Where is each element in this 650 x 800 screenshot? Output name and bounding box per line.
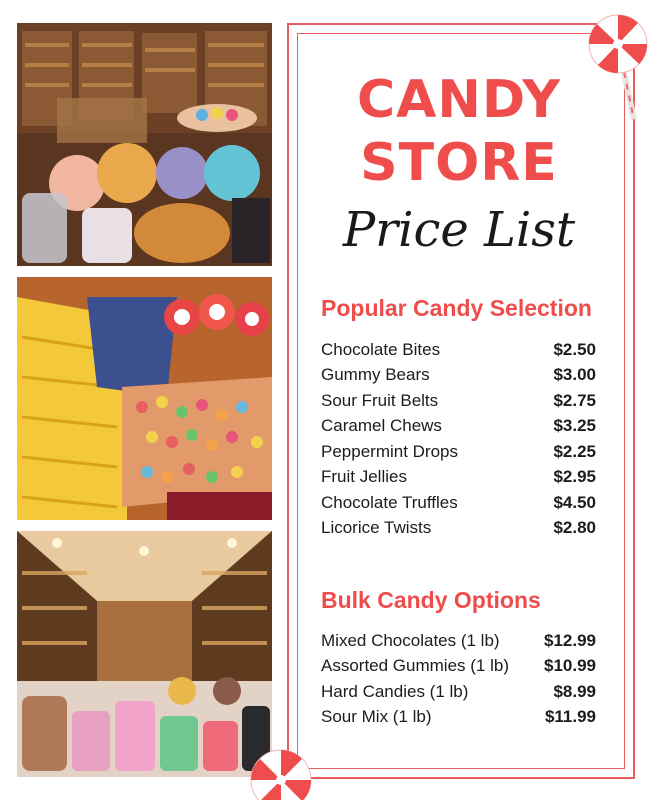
list-item xyxy=(321,439,596,465)
item-price: $3.00 xyxy=(553,365,596,385)
item-price: $12.99 xyxy=(544,630,596,650)
item-name: Sour Mix (1 lb) xyxy=(321,707,432,727)
item-name: Assorted Gummies (1 lb) xyxy=(321,656,509,676)
list-item xyxy=(321,414,596,440)
item-price: $4.50 xyxy=(553,492,596,512)
item-price: $8.99 xyxy=(553,681,596,701)
candy-aisle-photo xyxy=(17,531,272,777)
list-item xyxy=(321,363,596,389)
subtitle: Price List xyxy=(342,202,576,258)
item-price: $2.80 xyxy=(553,518,596,538)
list-item xyxy=(321,388,596,414)
list-item xyxy=(321,490,596,516)
popular-candy-list xyxy=(321,337,596,541)
item-name: Chocolate Bites xyxy=(321,339,441,359)
list-item xyxy=(321,628,596,654)
item-price: $2.95 xyxy=(553,467,596,487)
item-name: Gummy Bears xyxy=(321,365,430,385)
title-line-2: STORE xyxy=(360,133,558,193)
list-item xyxy=(321,679,596,705)
item-price: $2.75 xyxy=(553,390,596,410)
candy-shop-interior-photo xyxy=(17,23,272,266)
candy-bins-photo xyxy=(17,277,272,520)
item-price: $2.50 xyxy=(553,339,596,359)
item-price: $11.99 xyxy=(544,707,596,727)
list-item xyxy=(321,337,596,363)
item-name: Licorice Twists xyxy=(321,518,432,538)
peppermint-candy-icon xyxy=(249,748,313,800)
item-name: Peppermint Drops xyxy=(321,441,459,461)
item-price: $3.25 xyxy=(553,416,596,436)
title-line-1: CANDY xyxy=(357,70,561,130)
section-title-bulk: Bulk Candy Options xyxy=(321,587,541,613)
item-name: Fruit Jellies xyxy=(321,467,407,487)
list-item xyxy=(321,654,596,680)
item-name: Sour Fruit Belts xyxy=(321,390,439,410)
section-title-popular: Popular Candy Selection xyxy=(321,295,592,321)
item-price: $10.99 xyxy=(544,656,596,676)
item-name: Hard Candies (1 lb) xyxy=(321,681,469,701)
list-item xyxy=(321,516,596,542)
item-name: Caramel Chews xyxy=(321,416,442,436)
item-name: Chocolate Truffles xyxy=(321,492,458,512)
list-item xyxy=(321,705,596,731)
list-item xyxy=(321,465,596,491)
item-price: $2.25 xyxy=(553,441,596,461)
bulk-candy-list xyxy=(321,628,596,730)
item-name: Mixed Chocolates (1 lb) xyxy=(321,630,500,650)
